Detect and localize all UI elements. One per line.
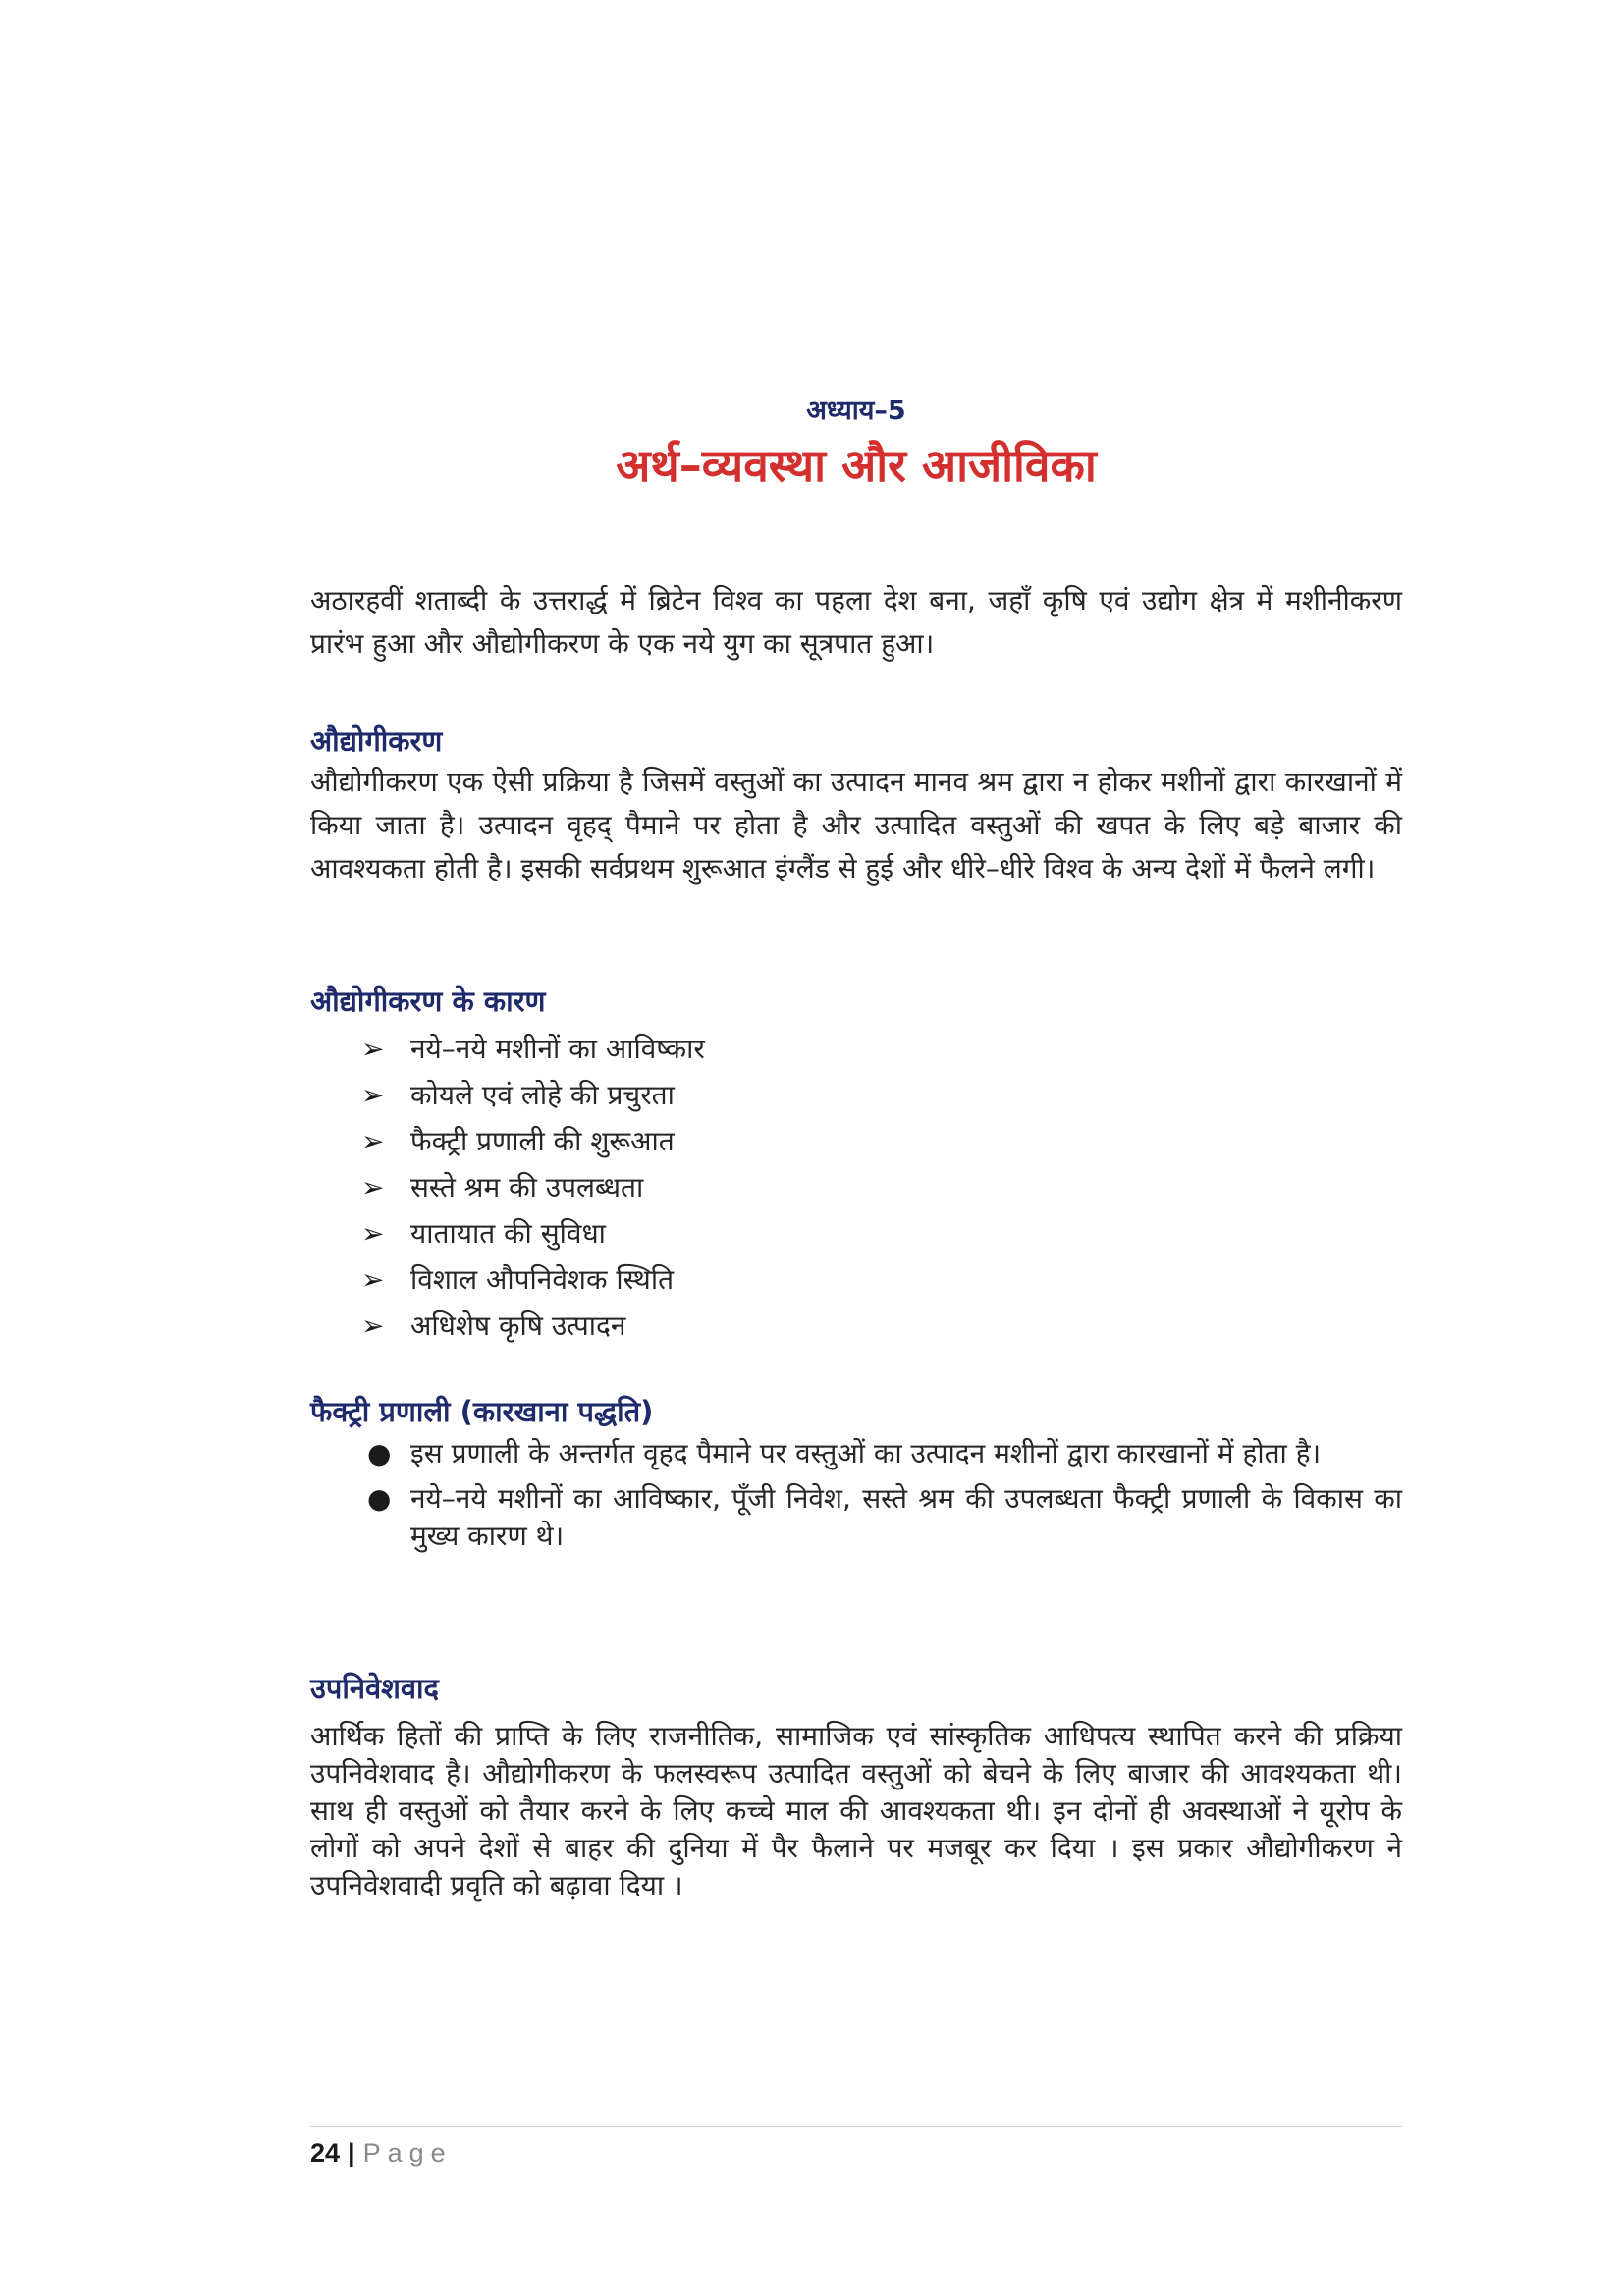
- industrialization-paragraph: औद्योगीकरण एक ऐसी प्रक्रिया है जिसमें वस्तुओं का उत्पादन मानव श्रम द्वारा न होकर मशीनों द्वारा कारखानों में किया जाता है। उत्पादन वृहद् पैमाने पर होता है और उत्पादित वस्तुओं की खपत के लिए बड़े बाजार की आवश्यकता होती है। इसकी सर्वप्रथम शुरूआत इंग्लैंड से हुई और धीरे–धीरे विश्व के अन्य देशों में फैलने लगी।: [310, 766, 1402, 884]
- dot-bullet-icon: ●: [367, 1437, 392, 1469]
- page-footer: [310, 2138, 453, 2168]
- heading-colonialism: उपनिवेशवाद: [310, 1672, 439, 1705]
- arrow-bullet-icon: ➢: [361, 1033, 385, 1065]
- arrow-bullet-icon: ➢: [361, 1217, 385, 1250]
- list-item: ➢ नये–नये मशीनों का आविष्कार: [361, 1026, 1147, 1072]
- list-item: ● इस प्रणाली के अन्तर्गत वृहद पैमाने पर वस्तुओं का उत्पादन मशीनों द्वारा कारखानों में होता है।: [361, 1435, 1402, 1472]
- list-item: ➢ फैक्ट्री प्रणाली की शुरूआत: [361, 1118, 1147, 1164]
- chapter-title: अर्थ–व्यवस्था और आजीविका: [616, 439, 1097, 492]
- heading-causes: औद्योगीकरण के कारण: [310, 985, 546, 1018]
- list-item: ➢ कोयले एवं लोहे की प्रचुरता: [361, 1072, 1147, 1118]
- intro-paragraph: अठारहवीं शताब्दी के उत्तरार्द्ध में ब्रिटेन विश्व का पहला देश बना, जहाँ कृषि एवं उद्योग क्षेत्र में मशीनीकरण प्रारंभ हुआ और औद्योगीकरण के एक नये युग का सूत्रपात हुआ।: [310, 584, 1402, 660]
- arrow-bullet-icon: ➢: [361, 1263, 385, 1296]
- list-item: ➢ विशाल औपनिवेशक स्थिति: [361, 1256, 1147, 1303]
- arrow-bullet-icon: ➢: [361, 1171, 385, 1203]
- list-item: ➢ यातायात की सुविधा: [361, 1210, 1147, 1256]
- chapter-label: अध्याय–5: [806, 396, 906, 426]
- list-item: ● नये–नये मशीनों का आविष्कार, पूँजी निवेश, सस्ते श्रम की उपलब्धता फैक्ट्री प्रणाली के विकास का मुख्य कारण थे।: [367, 1482, 1402, 1552]
- list-item: ➢ सस्ते श्रम की उपलब्धता: [361, 1164, 1147, 1210]
- causes-list: [361, 1026, 1147, 1349]
- arrow-bullet-icon: ➢: [361, 1125, 385, 1157]
- heading-industrialization: औद्योगीकरण: [310, 724, 443, 758]
- colonialism-paragraph: आर्थिक हितों की प्राप्ति के लिए राजनीतिक, सामाजिक एवं सांस्कृतिक आधिपत्य स्थापित करने की प्रक्रिया उपनिवेशवाद है। औद्योगीकरण के फलस्वरूप उत्पादित वस्तुओं को बेचने के लिए बाजार की आवश्यकता थी। साथ ही वस्तुओं को तैयार करने के लिए कच्चे माल की आवश्यकता थी। इन दोनों ही अवस्थाओं ने यूरोप के लोगों को अपने देशों से बाहर की दुनिया में पैर फैलाने पर मजबूर कर दिया । इस प्रकार औद्योगीकरण ने उपनिवेशवादी प्रवृति को बढ़ावा दिया ।: [310, 1720, 1402, 1901]
- footer-divider: [310, 2126, 1402, 2127]
- page-word: Page: [362, 2138, 453, 2167]
- page-number: 24: [310, 2138, 341, 2167]
- list-item: ➢ अधिशेष कृषि उत्पादन: [361, 1303, 1147, 1349]
- footer-separator: |: [348, 2138, 355, 2167]
- arrow-bullet-icon: ➢: [361, 1309, 385, 1342]
- arrow-bullet-icon: ➢: [361, 1079, 385, 1111]
- heading-factory-system: फैक्ट्री प्रणाली (कारखाना पद्धति): [310, 1395, 654, 1428]
- dot-bullet-icon: ●: [367, 1482, 392, 1515]
- factory-list: [361, 1435, 1402, 1555]
